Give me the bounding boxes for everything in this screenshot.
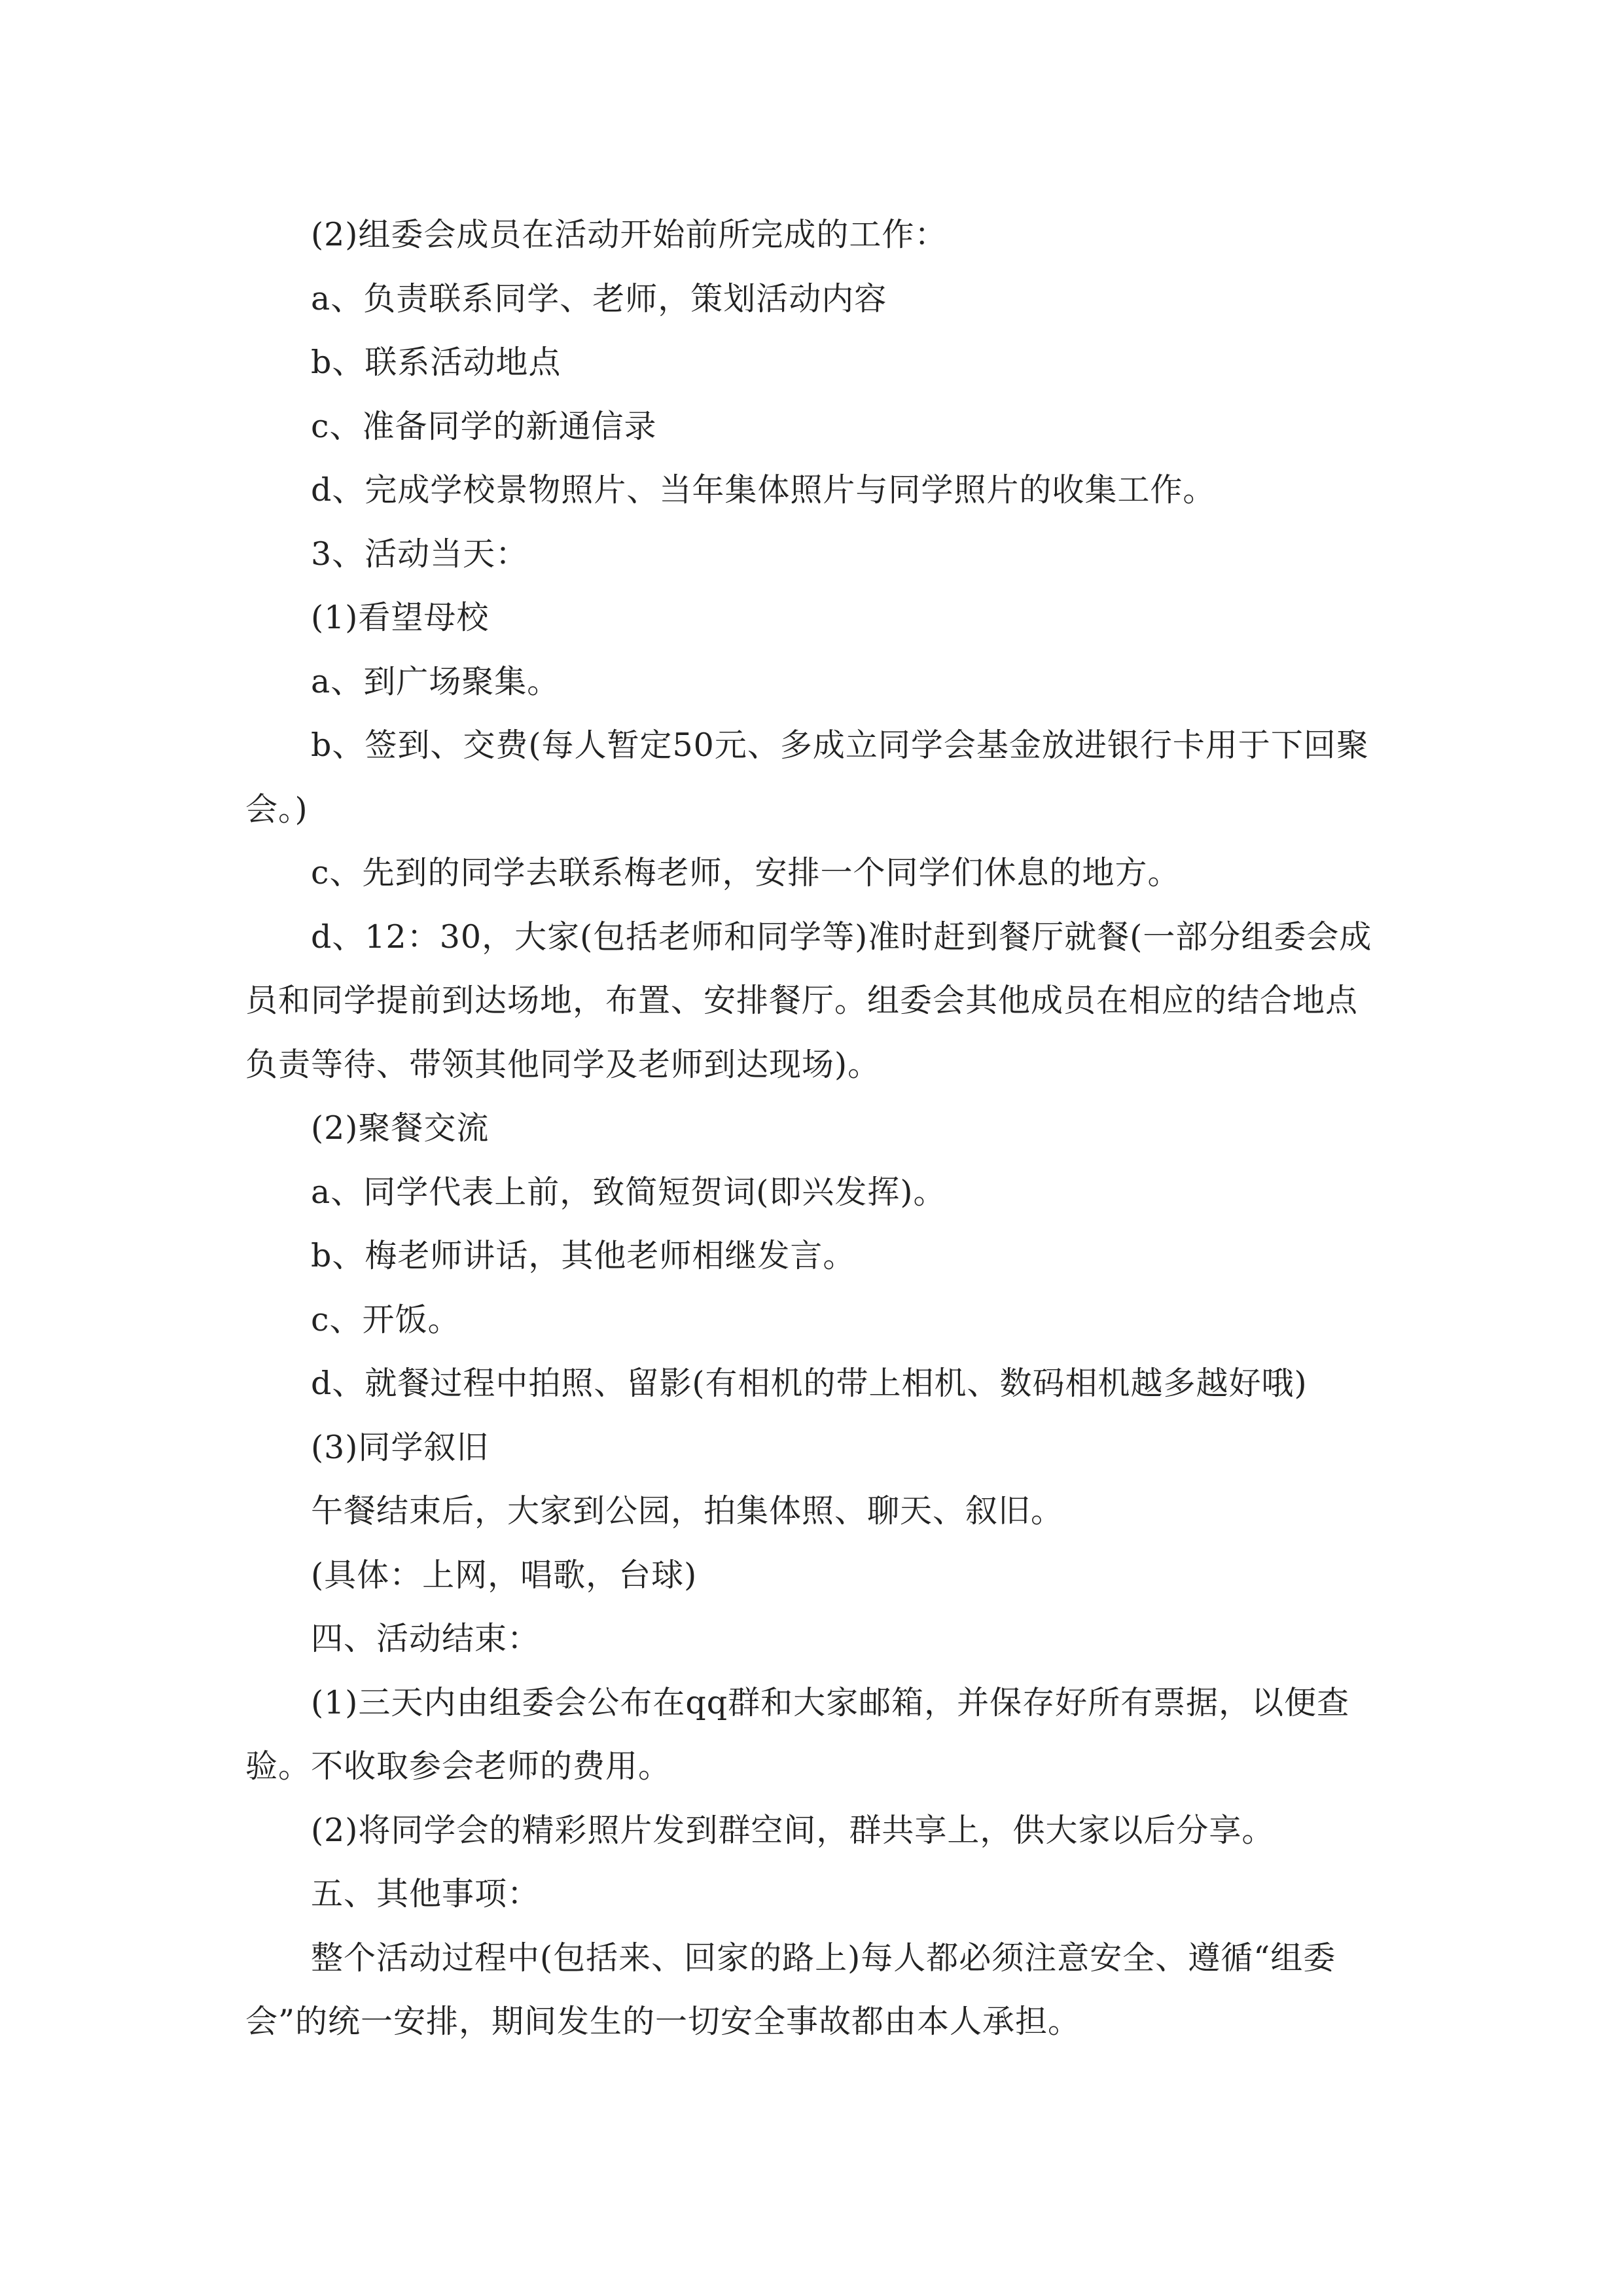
paragraph: (2)聚餐交流 <box>311 1109 490 1147</box>
paragraph: (2)将同学会的精彩照片发到群空间，群共享上，供大家以后分享。 <box>311 1811 1275 1849</box>
paragraph: (2)组委会成员在活动开始前所完成的工作： <box>311 216 948 253</box>
document-body <box>245 203 1387 2054</box>
paragraph: c、先到的同学去联系梅老师，安排一个同学们休息的地方。 <box>311 854 1181 891</box>
paragraph: 午餐结束后，大家到公园，拍集体照、聊天、叙旧。 <box>311 1492 1064 1530</box>
paragraph: (1)看望母校 <box>311 599 490 636</box>
paragraph: b、梅老师讲话，其他老师相继发言。 <box>311 1237 856 1274</box>
paragraph: 四、活动结束： <box>311 1620 541 1657</box>
paragraph: d、12：30，大家(包括老师和同学等)准时赶到餐厅就餐(一部分组委会成员和同学提前到达场地，布置、安排餐厅。组委会其他成员在相应的结合地点负责等待、带领其他同学及老师到达现场)。 <box>245 918 1372 1083</box>
paragraph: 五、其他事项： <box>311 1875 541 1912</box>
paragraph: (1)三天内由组委会公布在qq群和大家邮箱，并保存好所有票据，以便查验。不收取参会老师的费用。 <box>245 1683 1350 1785</box>
paragraph: c、准备同学的新通信录 <box>311 407 657 445</box>
paragraph: b、联系活动地点 <box>311 344 562 381</box>
paragraph: (具体：上网，唱歌，台球) <box>311 1556 698 1594</box>
paragraph: c、开饭。 <box>311 1300 461 1338</box>
paragraph: b、签到、交费(每人暂定50元、多成立同学会基金放进银行卡用于下回聚会。) <box>245 726 1369 828</box>
paragraph: 整个活动过程中(包括来、回家的路上)每人都必须注意安全、遵循“组委会”的统一安排，期间发生的一切安全事故都由本人承担。 <box>245 1939 1336 2040</box>
paragraph: a、到广场聚集。 <box>311 662 560 700</box>
paragraph: a、同学代表上前，致简短贺词(即兴发挥)。 <box>311 1173 946 1211</box>
paragraph: a、负责联系同学、老师，策划活动内容 <box>311 279 887 317</box>
paragraph: d、就餐过程中拍照、留影(有相机的带上相机、数码相机越多越好哦) <box>311 1365 1308 1402</box>
paragraph: (3)同学叙旧 <box>311 1428 490 1466</box>
paragraph: 3、活动当天： <box>311 535 529 573</box>
paragraph: d、完成学校景物照片、当年集体照片与同学照片的收集工作。 <box>311 471 1216 509</box>
